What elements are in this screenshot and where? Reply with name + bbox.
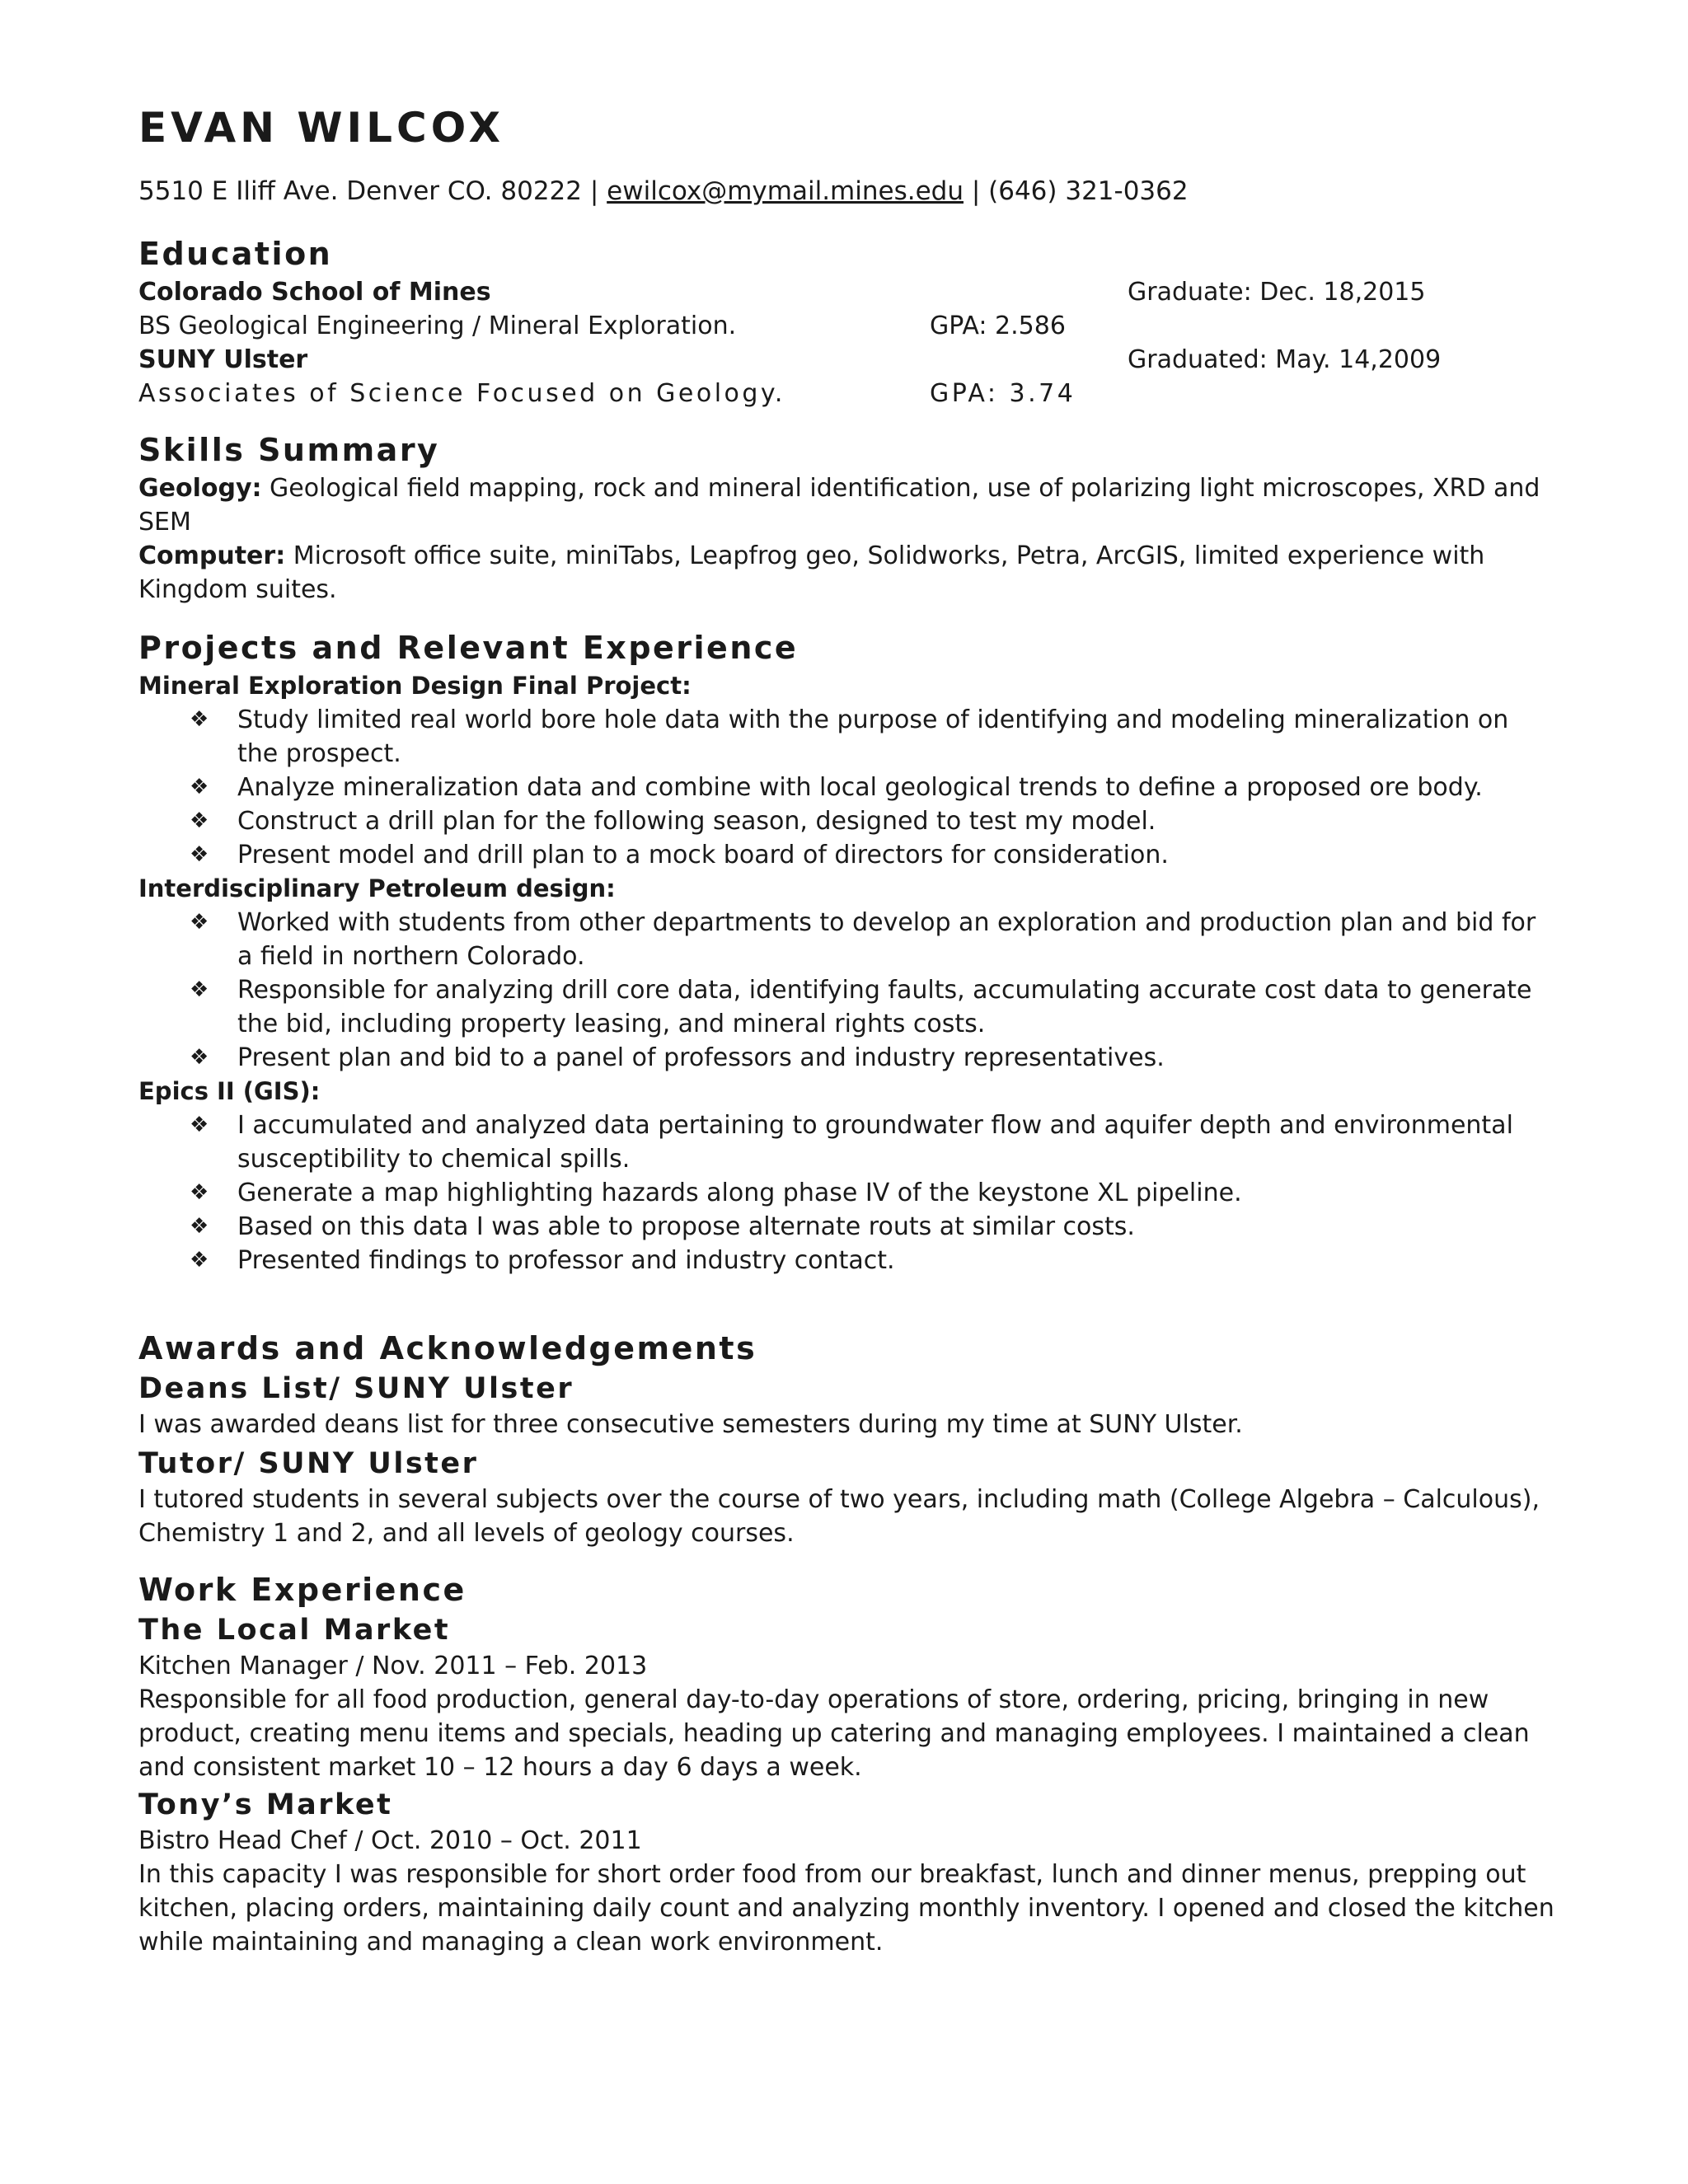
award-text: I was awarded deans list for three consecutive semesters during my time at SUNY Ulster.	[138, 1410, 1243, 1439]
contact-line	[138, 173, 1556, 209]
bullet-icon: ❖	[190, 1180, 209, 1205]
bullet-text: I accumulated and analyzed data pertaining to groundwater flow and aquifer depth and environmental susceptibility to chemical spills.	[237, 1111, 1513, 1174]
job-description: Responsible for all food production, general day-to-day operations of store, ordering, pricing, bringing in new product, creating menu items and specials, heading up catering and managing employees. I maintained a clean and consistent market 10 – 12 hours a day 6 days a week.	[138, 1685, 1530, 1782]
bullet-item	[138, 1210, 1556, 1244]
award-title: Deans List/ SUNY Ulster	[138, 1372, 574, 1405]
project-title: Mineral Exploration Design Final Project:	[138, 672, 692, 700]
bullet-text: Analyze mineralization data and combine with local geological trends to define a proposed ore body.	[237, 773, 1483, 802]
bullet-item	[138, 906, 1556, 973]
employer-name: Tony’s Market	[138, 1788, 393, 1821]
bullet-icon: ❖	[190, 842, 209, 867]
project-bullets	[138, 906, 1556, 1075]
bullet-icon: ❖	[190, 808, 209, 833]
project-title: Interdisciplinary Petroleum design:	[138, 874, 616, 902]
projects-section	[138, 626, 1556, 1277]
graduation-date: Graduate: Dec. 18,2015	[1128, 278, 1426, 307]
project-title: Epics II (GIS):	[138, 1077, 321, 1105]
skill-text: Geological field mapping, rock and mineral identification, use of polarizing light microscopes, XRD and SEM	[138, 474, 1540, 537]
projects-title: Projects and Relevant Experience	[138, 630, 799, 666]
bullet-text: Presented findings to professor and industry contact.	[237, 1246, 895, 1275]
bullet-text: Present plan and bid to a panel of professors and industry representatives.	[237, 1043, 1165, 1072]
education-title: Education	[138, 236, 333, 272]
job-description: In this capacity I was responsible for short order food from our breakfast, lunch and dinner menus, prepping out kitchen, placing orders, maintaining daily count and analyzing monthly inventory. I opened and closed the kitchen while maintaining and managing a clean work environment.	[138, 1860, 1554, 1957]
bullet-item	[138, 973, 1556, 1041]
work-section	[138, 1568, 1556, 1959]
bullet-text: Based on this data I was able to propose alternate routs at similar costs.	[237, 1212, 1135, 1241]
skill-label: Computer:	[138, 541, 286, 570]
skills-section	[138, 429, 1556, 607]
bullet-icon: ❖	[190, 707, 209, 732]
bullet-text: Present model and drill plan to a mock board of directors for consideration.	[237, 841, 1169, 869]
work-title: Work Experience	[138, 1572, 467, 1608]
degree-text: BS Geological Engineering / Mineral Exploration.	[138, 312, 737, 340]
education-section	[138, 232, 1556, 410]
bullet-icon: ❖	[190, 1113, 209, 1137]
project-bullets	[138, 703, 1556, 872]
employer-name: The Local Market	[138, 1614, 451, 1647]
email-link[interactable]: ewilcox@mymail.mines.edu	[607, 176, 964, 206]
candidate-name: EVAN WILCOX	[138, 104, 504, 152]
phone-text: | (646) 321-0362	[963, 176, 1189, 206]
skill-item	[138, 539, 1556, 607]
job-role: Kitchen Manager / Nov. 2011 – Feb. 2013	[138, 1652, 648, 1680]
project-bullets	[138, 1108, 1556, 1277]
skills-title: Skills Summary	[138, 432, 440, 468]
award-text: I tutored students in several subjects over the course of two years, including math (College Algebra – Calculous), Chemistry 1 and 2, and all levels of geology courses.	[138, 1485, 1540, 1548]
skill-item	[138, 471, 1556, 539]
bullet-item	[138, 703, 1556, 771]
award-title: Tutor/ SUNY Ulster	[138, 1447, 479, 1480]
bullet-icon: ❖	[190, 1214, 209, 1239]
address-text: 5510 E Iliff Ave. Denver CO. 80222 |	[138, 176, 607, 206]
skill-label: Geology:	[138, 474, 262, 503]
bullet-item	[138, 804, 1556, 838]
education-row	[138, 377, 1556, 410]
skill-text: Microsoft office suite, miniTabs, Leapfrog geo, Solidworks, Petra, ArcGIS, limited experience with Kingdom suites.	[138, 541, 1485, 604]
bullet-icon: ❖	[190, 977, 209, 1002]
bullet-text: Responsible for analyzing drill core data, identifying faults, accumulating accurate cost data to generate the bid, including property leasing, and mineral rights costs.	[237, 976, 1532, 1038]
bullet-text: Worked with students from other departments to develop an exploration and production plan and bid for a field in northern Colorado.	[237, 908, 1536, 971]
bullet-icon: ❖	[190, 910, 209, 935]
bullet-item	[138, 1244, 1556, 1277]
bullet-icon: ❖	[190, 1248, 209, 1272]
bullet-item	[138, 1176, 1556, 1210]
awards-title: Awards and Acknowledgements	[138, 1330, 757, 1366]
education-row	[138, 309, 1556, 343]
education-row	[138, 343, 1556, 377]
degree-text: Associates of Science Focused on Geology.	[138, 379, 785, 408]
gpa-text: GPA: 2.586	[930, 312, 1066, 340]
bullet-text: Construct a drill plan for the following season, designed to test my model.	[237, 807, 1156, 836]
school-name: Colorado School of Mines	[138, 278, 491, 307]
gpa-text: GPA: 3.74	[930, 379, 1076, 408]
job-role: Bistro Head Chef / Oct. 2010 – Oct. 2011	[138, 1826, 642, 1855]
bullet-text: Generate a map highlighting hazards along phase IV of the keystone XL pipeline.	[237, 1179, 1242, 1207]
bullet-text: Study limited real world bore hole data with the purpose of identifying and modeling mineralization on the prospect.	[237, 705, 1509, 768]
bullet-icon: ❖	[190, 775, 209, 799]
resume-page	[138, 99, 1556, 1959]
bullet-item	[138, 771, 1556, 804]
education-row	[138, 275, 1556, 309]
awards-section	[138, 1327, 1556, 1550]
graduation-date: Graduated: May. 14,2009	[1128, 345, 1442, 374]
bullet-item	[138, 1041, 1556, 1075]
bullet-icon: ❖	[190, 1045, 209, 1070]
bullet-item	[138, 838, 1556, 872]
school-name: SUNY Ulster	[138, 345, 308, 374]
bullet-item	[138, 1108, 1556, 1176]
